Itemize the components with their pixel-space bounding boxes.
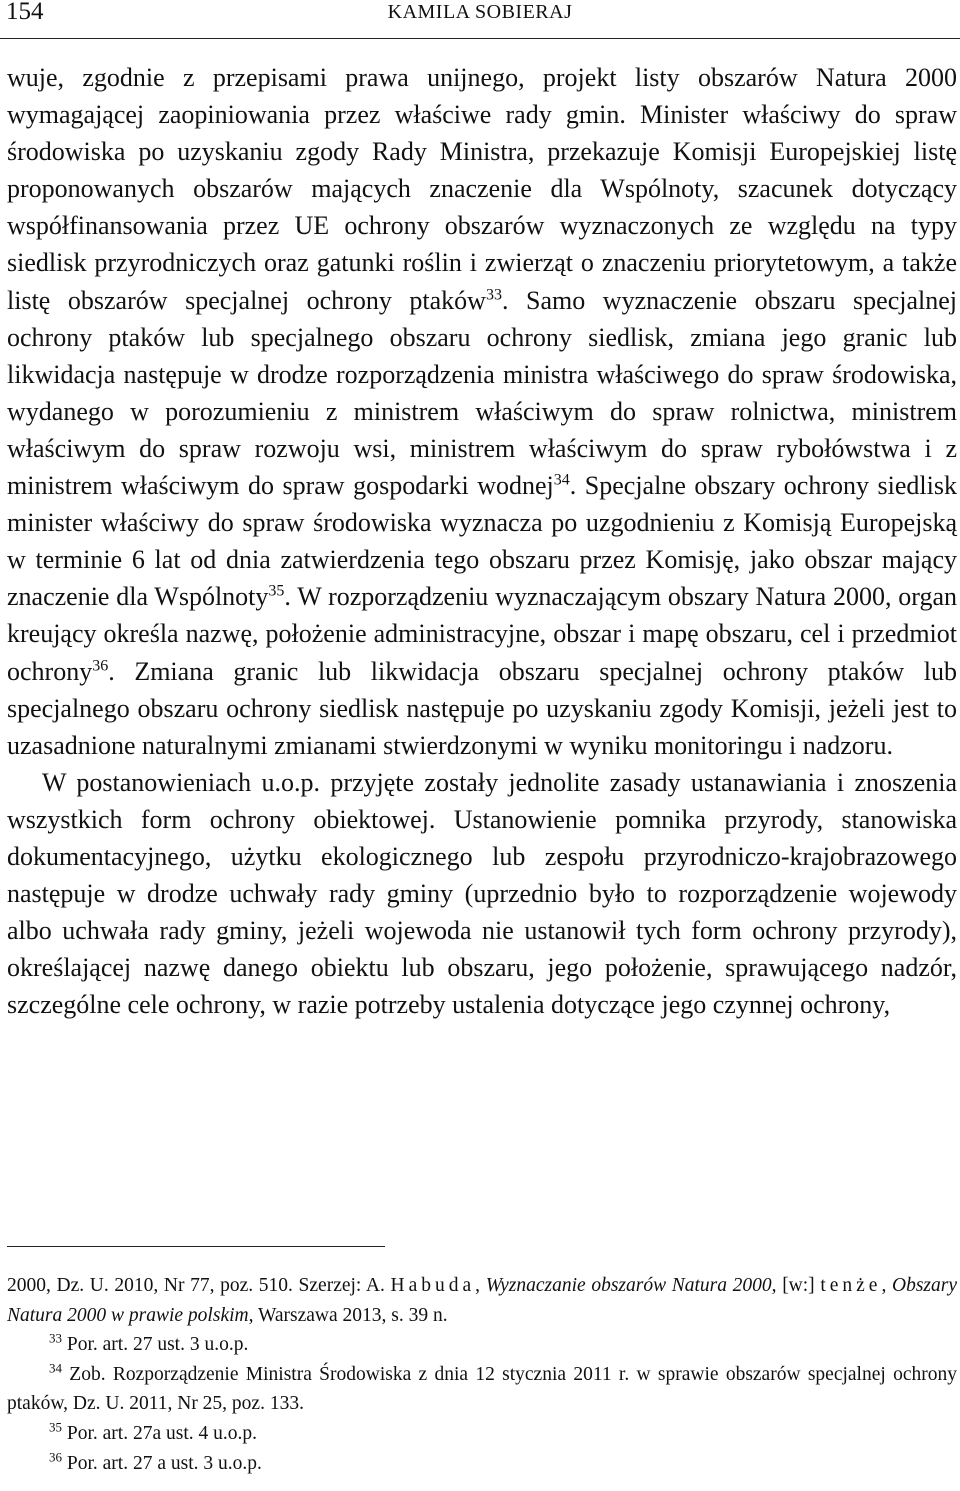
footnote-34 bbox=[7, 1360, 957, 1419]
work-title: Wyznaczanie obszarów Natura 2000 bbox=[485, 1275, 772, 1296]
footnote-text: , Warszawa 2013, s. 39 n. bbox=[248, 1304, 448, 1326]
footnote-ref-36[interactable]: 36 bbox=[92, 656, 109, 674]
text-run: . Specjalne obszary ochrony siedlisk minister właściwy do spraw środowiska wyznacza po uzgodnieniu z Komisją Europejską w terminie 6 lat od dnia zatwierdzenia tego obszaru przez Komisję, jako obszar mający znaczenie dla Wspólnoty bbox=[7, 471, 957, 612]
page-number: 154 bbox=[6, 0, 44, 25]
running-head: KAMILA SOBIERAJ bbox=[387, 1, 573, 23]
footnote-ref-33[interactable]: 33 bbox=[485, 285, 502, 303]
author-name: Habuda bbox=[390, 1275, 476, 1296]
paragraph: W postanowieniach u.o.p. przyjęte zostały jednolite zasady ustanawiania i znoszenia wszystkich form ochrony obiektowej. Ustanowienie pomnika przyrody, stanowiska dokumentacyjnego, użytku ekologicznego lub zespołu przyrodniczo-krajobrazowego następuje w drodze uchwały rady gminy (uprzednio było to rozporządzenie wojewody albo uchwała rady gminy, jeżeli wojewoda nie ustanowił tych form ochrony przyrody), określającej nazwę danego obiektu lub obszaru, jego położenie, sprawującego nadzór, szczególne cele ochrony, w razie potrzeby ustalenia dotyczące jego czynnej ochrony, bbox=[7, 767, 957, 1020]
footnote-text: 2000, Dz. U. 2010, Nr 77, poz. 510. Szerzej: A. bbox=[7, 1275, 385, 1296]
text-run: wuje, zgodnie z przepisami prawa unijnego, projekt listy obszarów Natura 2000 wymagającej zaopiniowania przez właściwe rady gmin. Minister właściwy do spraw środowiska po uzyskaniu zgody Rady Ministra, przekazuje Komisji Europejskiej listę proponowanych obszarów mających znaczenie dla Wspólnoty, szacunek dotyczący współfinansowania przez UE ochrony obszarów wyznaczonych ze względu na typy siedlisk przyrodniczych oraz gatunki roślin i zwierząt o znaczeniu priorytetowym, a także listę obszarów specjalnej ochrony ptaków bbox=[7, 63, 957, 315]
footnote-text: , bbox=[475, 1275, 481, 1296]
footnote-36 bbox=[7, 1449, 957, 1479]
text-run: . Zmiana granic lub likwidacja obszaru specjalnej ochrony ptaków lub specjalnego obszaru ochrony siedlisk następuje po uzyskaniu zgody Komisji, jeżeli jest to uzasadnione naturalnymi zmianami stwierdzonymi w wyniku monitoringu i nadzoru. bbox=[7, 656, 957, 760]
paragraph bbox=[7, 59, 957, 764]
footnote-35 bbox=[7, 1419, 957, 1449]
footnote-number: 35 bbox=[49, 1419, 62, 1435]
editor-name: tenże bbox=[820, 1275, 882, 1296]
footnote-33 bbox=[7, 1330, 957, 1360]
footnote-text: , [w:] bbox=[771, 1275, 815, 1296]
footnote-text: Zob. Rozporządzenie Ministra Środowiska z dnia 12 stycznia 2011 r. w sprawie obszarów specjalnej ochrony ptaków, Dz. U. 2011, Nr 25, poz. 133. bbox=[7, 1363, 957, 1415]
footnote-separator bbox=[7, 1246, 385, 1247]
footnote-continuation bbox=[7, 1271, 957, 1330]
footnote-text: Por. art. 27 ust. 3 u.o.p. bbox=[66, 1334, 249, 1356]
footnotes bbox=[7, 1271, 957, 1478]
footnote-number: 36 bbox=[49, 1449, 62, 1465]
footnote-text: Por. art. 27a ust. 4 u.o.p. bbox=[66, 1422, 257, 1444]
footnote-number: 33 bbox=[49, 1330, 62, 1346]
text-run: . Samo wyznaczenie obszaru specjalnej ochrony ptaków lub specjalnego obszaru ochrony siedlisk, zmiana jego granic lub likwidacja następuje w drodze rozporządzenia ministra właściwego do spraw środowiska, wydanego w porozumieniu z ministrem właściwym do spraw rolnictwa, ministrem właściwym do spraw rozwoju wsi, ministrem właściwym do spraw rybołówstwa i z ministrem właściwym do spraw gospodarki wodnej bbox=[7, 285, 957, 501]
page-header bbox=[0, 0, 960, 39]
work-title: Obszary Natura 2000 w prawie polskim bbox=[7, 1275, 957, 1326]
footnote-number: 34 bbox=[49, 1360, 62, 1376]
text-run: . W rozporządzeniu wyznaczającym obszary Natura 2000, organ kreujący określa nazwę, położenie administracyjne, obszar i mapę obszaru, cel i przedmiot ochrony bbox=[7, 582, 957, 686]
main-text bbox=[7, 59, 957, 1023]
footnote-ref-34[interactable]: 34 bbox=[553, 471, 570, 489]
footnote-ref-35[interactable]: 35 bbox=[268, 582, 285, 600]
footnote-text: Por. art. 27 a ust. 3 u.o.p. bbox=[66, 1452, 262, 1474]
footnote-text: , bbox=[881, 1275, 887, 1296]
